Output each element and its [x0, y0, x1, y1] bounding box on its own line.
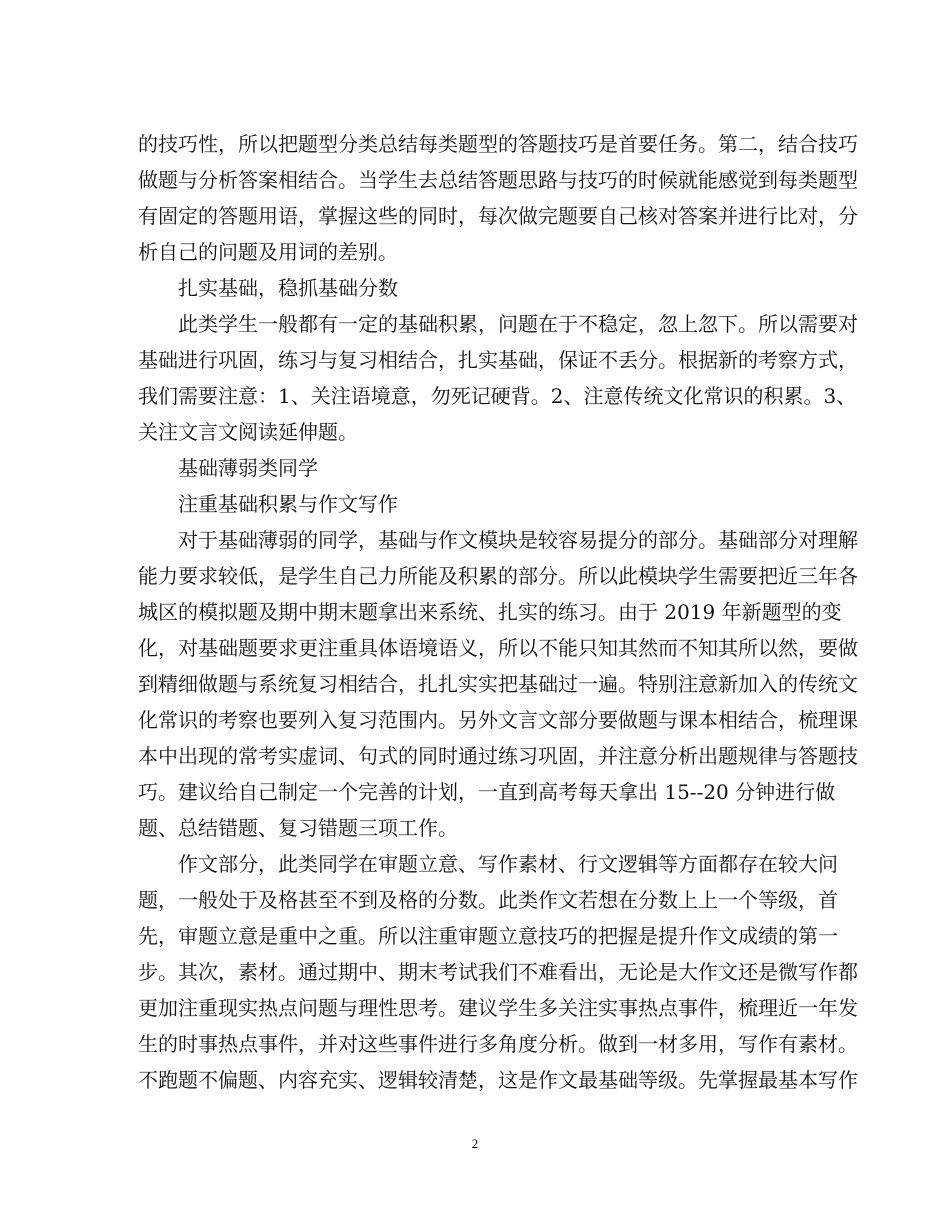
text-line: 步。其次，素材。通过期中、期末考试我们不难看出，无论是大作文还是微写作都 [138, 960, 858, 984]
text-line: 更加注重现实热点问题与理性思考。建议学生多关注实事热点事件，梳理近一年发 [138, 996, 858, 1020]
text-line: 不跑题不偏题、内容充实、逻辑较清楚，这是作文最基础等级。先掌握最基本写作 [138, 1068, 858, 1092]
page-number: 2 [471, 1136, 479, 1151]
text-line: 城区的模拟题及期中期末题拿出来系统、扎实的练习。由于 2019 年新题型的变 [138, 600, 842, 624]
text-line: 的技巧性，所以把题型分类总结每类题型的答题技巧是首要任务。第二，结合技巧 [138, 132, 858, 156]
section-heading: 基础薄弱类同学 [178, 456, 318, 480]
text-line: 生的时事热点事件，并对这些事件进行多角度分析。做到一材多用，写作有素材。 [138, 1032, 858, 1056]
text-line: 有固定的答题用语，掌握这些的同时，每次做完题要自己核对答案并进行比对，分 [138, 204, 858, 228]
section-heading: 扎实基础，稳抓基础分数 [178, 276, 398, 300]
text-line: 我们需要注意：1、关注语境意，勿死记硬背。2、注意传统文化常识的积累。3、 [138, 384, 857, 408]
text-line: 化，对基础题要求更注重具体语境语义，所以不能只知其然而不知其所以然，要做 [138, 636, 858, 660]
subsection-heading: 注重基础积累与作文写作 [178, 492, 398, 516]
paragraph-first-line: 作文部分，此类同学在审题立意、写作素材、行文逻辑等方面都存在较大问 [178, 852, 838, 876]
text-line: 巧。建议给自己制定一个完善的计划，一直到高考每天拿出 15--20 分钟进行做 [138, 780, 836, 804]
text-line: 题，一般处于及格甚至不到及格的分数。此类作文若想在分数上上一个等级，首 [138, 888, 838, 912]
text-line: 做题与分析答案相结合。当学生去总结答题思路与技巧的时候就能感觉到每类题型 [138, 168, 858, 192]
text-line: 题、总结错题、复习错题三项工作。 [138, 816, 458, 840]
paragraph-first-line: 此类学生一般都有一定的基础积累，问题在于不稳定，忽上忽下。所以需要对 [178, 312, 858, 336]
text-line: 先，审题立意是重中之重。所以注重审题立意技巧的把握是提升作文成绩的第一 [138, 924, 838, 948]
text-line: 本中出现的常考实虚词、句式的同时通过练习巩固，并注意分析出题规律与答题技 [138, 744, 858, 768]
text-line: 关注文言文阅读延伸题。 [138, 420, 358, 444]
text-line: 能力要求较低，是学生自己力所能及积累的部分。所以此模块学生需要把近三年各 [138, 564, 858, 588]
text-line: 析自己的问题及用词的差别。 [138, 240, 398, 264]
paragraph-first-line: 对于基础薄弱的同学，基础与作文模块是较容易提分的部分。基础部分对理解 [178, 528, 858, 552]
text-line: 基础进行巩固，练习与复习相结合，扎实基础，保证不丢分。根据新的考察方式， [138, 348, 858, 372]
text-line: 化常识的考察也要列入复习范围内。另外文言文部分要做题与课本相结合，梳理课 [138, 708, 858, 732]
text-line: 到精细做题与系统复习相结合，扎扎实实把基础过一遍。特别注意新加入的传统文 [138, 672, 858, 696]
